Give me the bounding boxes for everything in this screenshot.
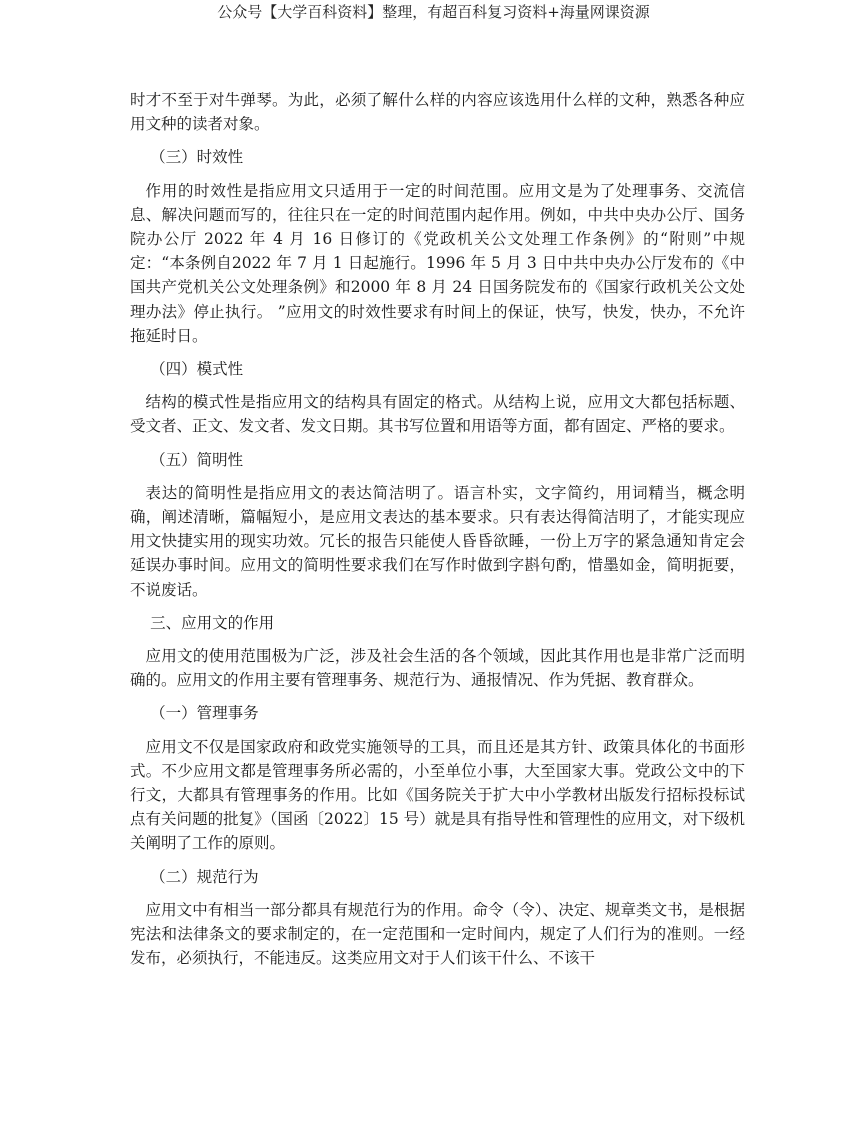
section-heading: （三）时效性 (150, 148, 244, 167)
paragraph: 应用文的使用范围极为广泛，涉及社会生活的各个领域，因此其作用也是非常广泛而明确的。应用文的作用主要有管理事务、规范行为、通报情况、作为凭据、教育群众。 (130, 647, 745, 690)
section-heading: （五）简明性 (150, 450, 244, 469)
paragraph: 时才不至于对牛弹琴。为此，必须了解什么样的内容应该选用什么样的文种，熟悉各种应用文种的读者对象。 (130, 91, 745, 134)
section-heading: （四）模式性 (150, 360, 244, 379)
paragraph: 表达的简明性是指应用文的表达简洁明了。语言朴实，文字简约，用词精当，概念明确，阐述清晰，篇幅短小，是应用文表达的基本要求。只有表达得简洁明了，才能实现应用文快捷实用的现实功效。冗长的报告只能使人昏昏欲睡，一份上万字的紧急通知肯定会延误办事时间。应用文的简明性要求我们在写作时做到字斟句酌，惜墨如金，简明扼要，不说废话。 (130, 483, 745, 599)
section-heading: 三、应用文的作用 (150, 613, 275, 632)
paragraph: 结构的模式性是指应用文的结构具有固定的格式。从结构上说，应用文大都包括标题、受文者、正文、发文者、发文日期。其书写位置和用语等方面，都有固定、严格的要求。 (130, 393, 745, 436)
page-header: 公众号【大学百科资料】整理，有超百科复习资料+海量网课资源 (217, 3, 650, 21)
paragraph: 应用文不仅是国家政府和政党实施领导的工具，而且还是其方针、政策具体化的书面形式。不少应用文都是管理事务所必需的，小至单位小事，大至国家大事。党政公文中的下行文，大都具有管理事务的作用。比如《国务院关于扩大中小学教材出版发行招标投标试点有关问题的批复》（国函〔2022〕15 号）就是具有指导性和管理性的应用文，对下级机关阐明了工作的原则。 (130, 737, 745, 853)
section-heading: （二）规范行为 (150, 867, 259, 886)
paragraph: 作用的时效性是指应用文只适用于一定的时间范围。应用文是为了处理事务、交流信息、解决问题而写的，往往只在一定的时间范围内起作用。例如，中共中央办公厅、国务院办公厅 2022 年 4 月 16 日修订的《党政机关公文处理工作条例》的“附则”中规定：“本条例自2022 年 7 月 1 日起施行。1996 年 5 月 3 日中共中央办公厅发布的《中国共产党机关公文处理条例》和2000 年 8 月 24 日国务院发布的《国家行政机关公文处理办法》停止执行。 ”应用文的时效性要求有时间上的保证，快写，快发，快办，不允许拖延时日。 (130, 181, 745, 345)
paragraph: 应用文中有相当一部分都具有规范行为的作用。命令（令）、决定、规章类文书，是根据宪法和法律条文的要求制定的，在一定范围和一定时间内，规定了人们行为的准则。一经发布，必须执行，不能违反。这类应用文对于人们该干什么、不该干 (130, 900, 745, 968)
section-heading: （一）管理事务 (150, 704, 259, 723)
document-body (130, 88, 745, 980)
